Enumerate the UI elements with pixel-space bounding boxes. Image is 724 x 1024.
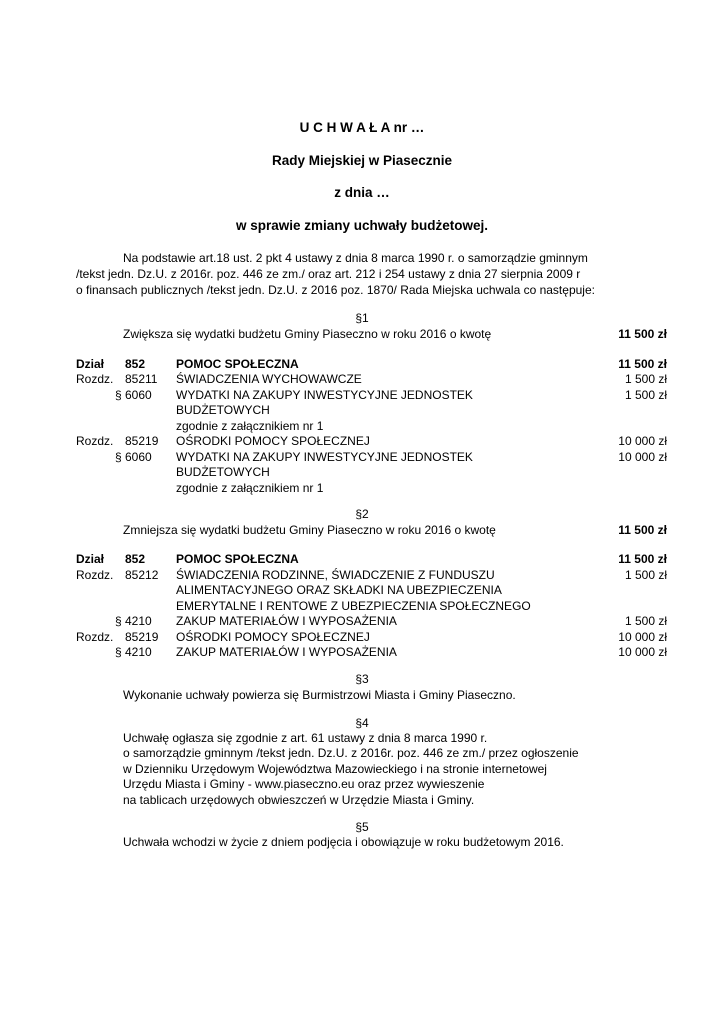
section-total: 11 500 zł — [618, 327, 667, 341]
section-text: na tablicach urzędowych obwieszczeń w Urzędzie Miasta i Gminy. — [123, 793, 475, 807]
section-text: o samorządzie gminnym /tekst jedn. Dz.U. z 2016r. poz. 446 ze zm./ przez ogłoszenie — [123, 746, 579, 760]
row-description: OŚRODKI POMOCY SPOŁECZNEJ — [176, 630, 370, 644]
section-total: 11 500 zł — [618, 523, 667, 537]
section-text: Uchwałę ogłasza się zgodnie z art. 61 ustawy z dnia 8 marca 1990 r. — [123, 731, 488, 745]
row-paragraph: § 6060 — [115, 450, 152, 464]
resolution-title: U C H W A Ł A nr … — [299, 120, 425, 135]
row-description: POMOC SPOŁECZNA — [176, 357, 299, 371]
section-mark: §5 — [355, 820, 369, 834]
row-kind: Dział — [76, 357, 105, 371]
preamble-line: /tekst jedn. Dz.U. z 2016r. poz. 446 ze zm./ oraz art. 212 i 254 ustawy z dnia 27 sierpnia 2009 r — [76, 267, 581, 281]
row-amount: 1 500 zł — [624, 568, 667, 582]
row-code: 85212 — [125, 568, 159, 582]
row-kind: Rozdz. — [76, 434, 114, 448]
row-paragraph: § 6060 — [115, 388, 152, 402]
section-intro: Zwiększa się wydatki budżetu Gminy Piaseczno w roku 2016 o kwotę — [123, 327, 492, 341]
section-intro: Zmniejsza się wydatki budżetu Gminy Piaseczno w roku 2016 o kwotę — [123, 523, 496, 537]
preamble-line: Na podstawie art.18 ust. 2 pkt 4 ustawy z dnia 8 marca 1990 r. o samorządzie gminnym — [123, 251, 588, 265]
row-note: zgodnie z załącznikiem nr 1 — [176, 419, 324, 433]
row-kind: Dział — [76, 552, 105, 566]
preamble-line: o finansach publicznych /tekst jedn. Dz.U. z 2016 poz. 1870/ Rada Miejska uchwala co następuje: — [76, 283, 595, 297]
section-text: Uchwała wchodzi w życie z dniem podjęcia i obowiązuje w roku budżetowym 2016. — [123, 835, 564, 849]
row-amount: 10 000 zł — [618, 645, 667, 659]
resolution-subject: w sprawie zmiany uchwały budżetowej. — [235, 218, 489, 233]
section-mark: §1 — [355, 311, 369, 325]
row-code: 85219 — [125, 434, 159, 448]
row-description: WYDATKI NA ZAKUPY INWESTYCYJNE JEDNOSTEK — [176, 450, 473, 464]
row-description: BUDŻETOWYCH — [176, 403, 270, 417]
row-paragraph: § 4210 — [115, 645, 152, 659]
row-description: WYDATKI NA ZAKUPY INWESTYCYJNE JEDNOSTEK — [176, 388, 473, 402]
row-amount: 1 500 zł — [624, 388, 667, 402]
row-code: 85219 — [125, 630, 159, 644]
row-kind: Rozdz. — [76, 568, 114, 582]
row-description: OŚRODKI POMOCY SPOŁECZNEJ — [176, 434, 370, 448]
row-description: EMERYTALNE I RENTOWE Z UBEZPIECZENIA SPOŁECZNEGO — [176, 599, 531, 613]
section-text: Urzędu Miasta i Gminy - www.piaseczno.eu oraz przez wywieszenie — [123, 777, 485, 791]
row-amount: 11 500 zł — [618, 357, 667, 371]
row-amount: 1 500 zł — [624, 372, 667, 386]
row-amount: 1 500 zł — [624, 614, 667, 628]
row-code: 85211 — [125, 372, 158, 386]
row-description: ŚWIADCZENIA WYCHOWAWCZE — [176, 372, 362, 386]
row-amount: 10 000 zł — [618, 434, 667, 448]
row-amount: 10 000 zł — [618, 630, 667, 644]
row-amount: 10 000 zł — [618, 450, 667, 464]
row-kind: Rozdz. — [76, 372, 114, 386]
section-text: w Dzienniku Urzędowym Województwa Mazowieckiego i na stronie internetowej — [123, 762, 547, 776]
row-description: ZAKUP MATERIAŁÓW I WYPOSAŻENIA — [176, 645, 397, 659]
row-note: zgodnie z załącznikiem nr 1 — [176, 481, 324, 495]
section-text: Wykonanie uchwały powierza się Burmistrzowi Miasta i Gminy Piaseczno. — [123, 688, 516, 702]
row-description: ŚWIADCZENIA RODZINNE, ŚWIADCZENIE Z FUNDUSZU — [176, 568, 495, 582]
resolution-issuer: Rady Miejskiej w Piasecznie — [271, 153, 453, 168]
resolution-date: z dnia … — [334, 185, 390, 200]
row-amount: 11 500 zł — [618, 552, 667, 566]
row-description: BUDŻETOWYCH — [176, 465, 270, 479]
row-description: ALIMENTACYJNEGO ORAZ SKŁADKI NA UBEZPIECZENIA — [176, 583, 502, 597]
row-code: 852 — [125, 357, 146, 371]
row-description: ZAKUP MATERIAŁÓW I WYPOSAŻENIA — [176, 614, 397, 628]
row-kind: Rozdz. — [76, 630, 114, 644]
row-code: 852 — [125, 552, 146, 566]
row-paragraph: § 4210 — [115, 614, 152, 628]
section-mark: §2 — [355, 507, 369, 521]
section-mark: §4 — [355, 716, 369, 730]
section-mark: §3 — [355, 672, 369, 686]
row-description: POMOC SPOŁECZNA — [176, 552, 299, 566]
